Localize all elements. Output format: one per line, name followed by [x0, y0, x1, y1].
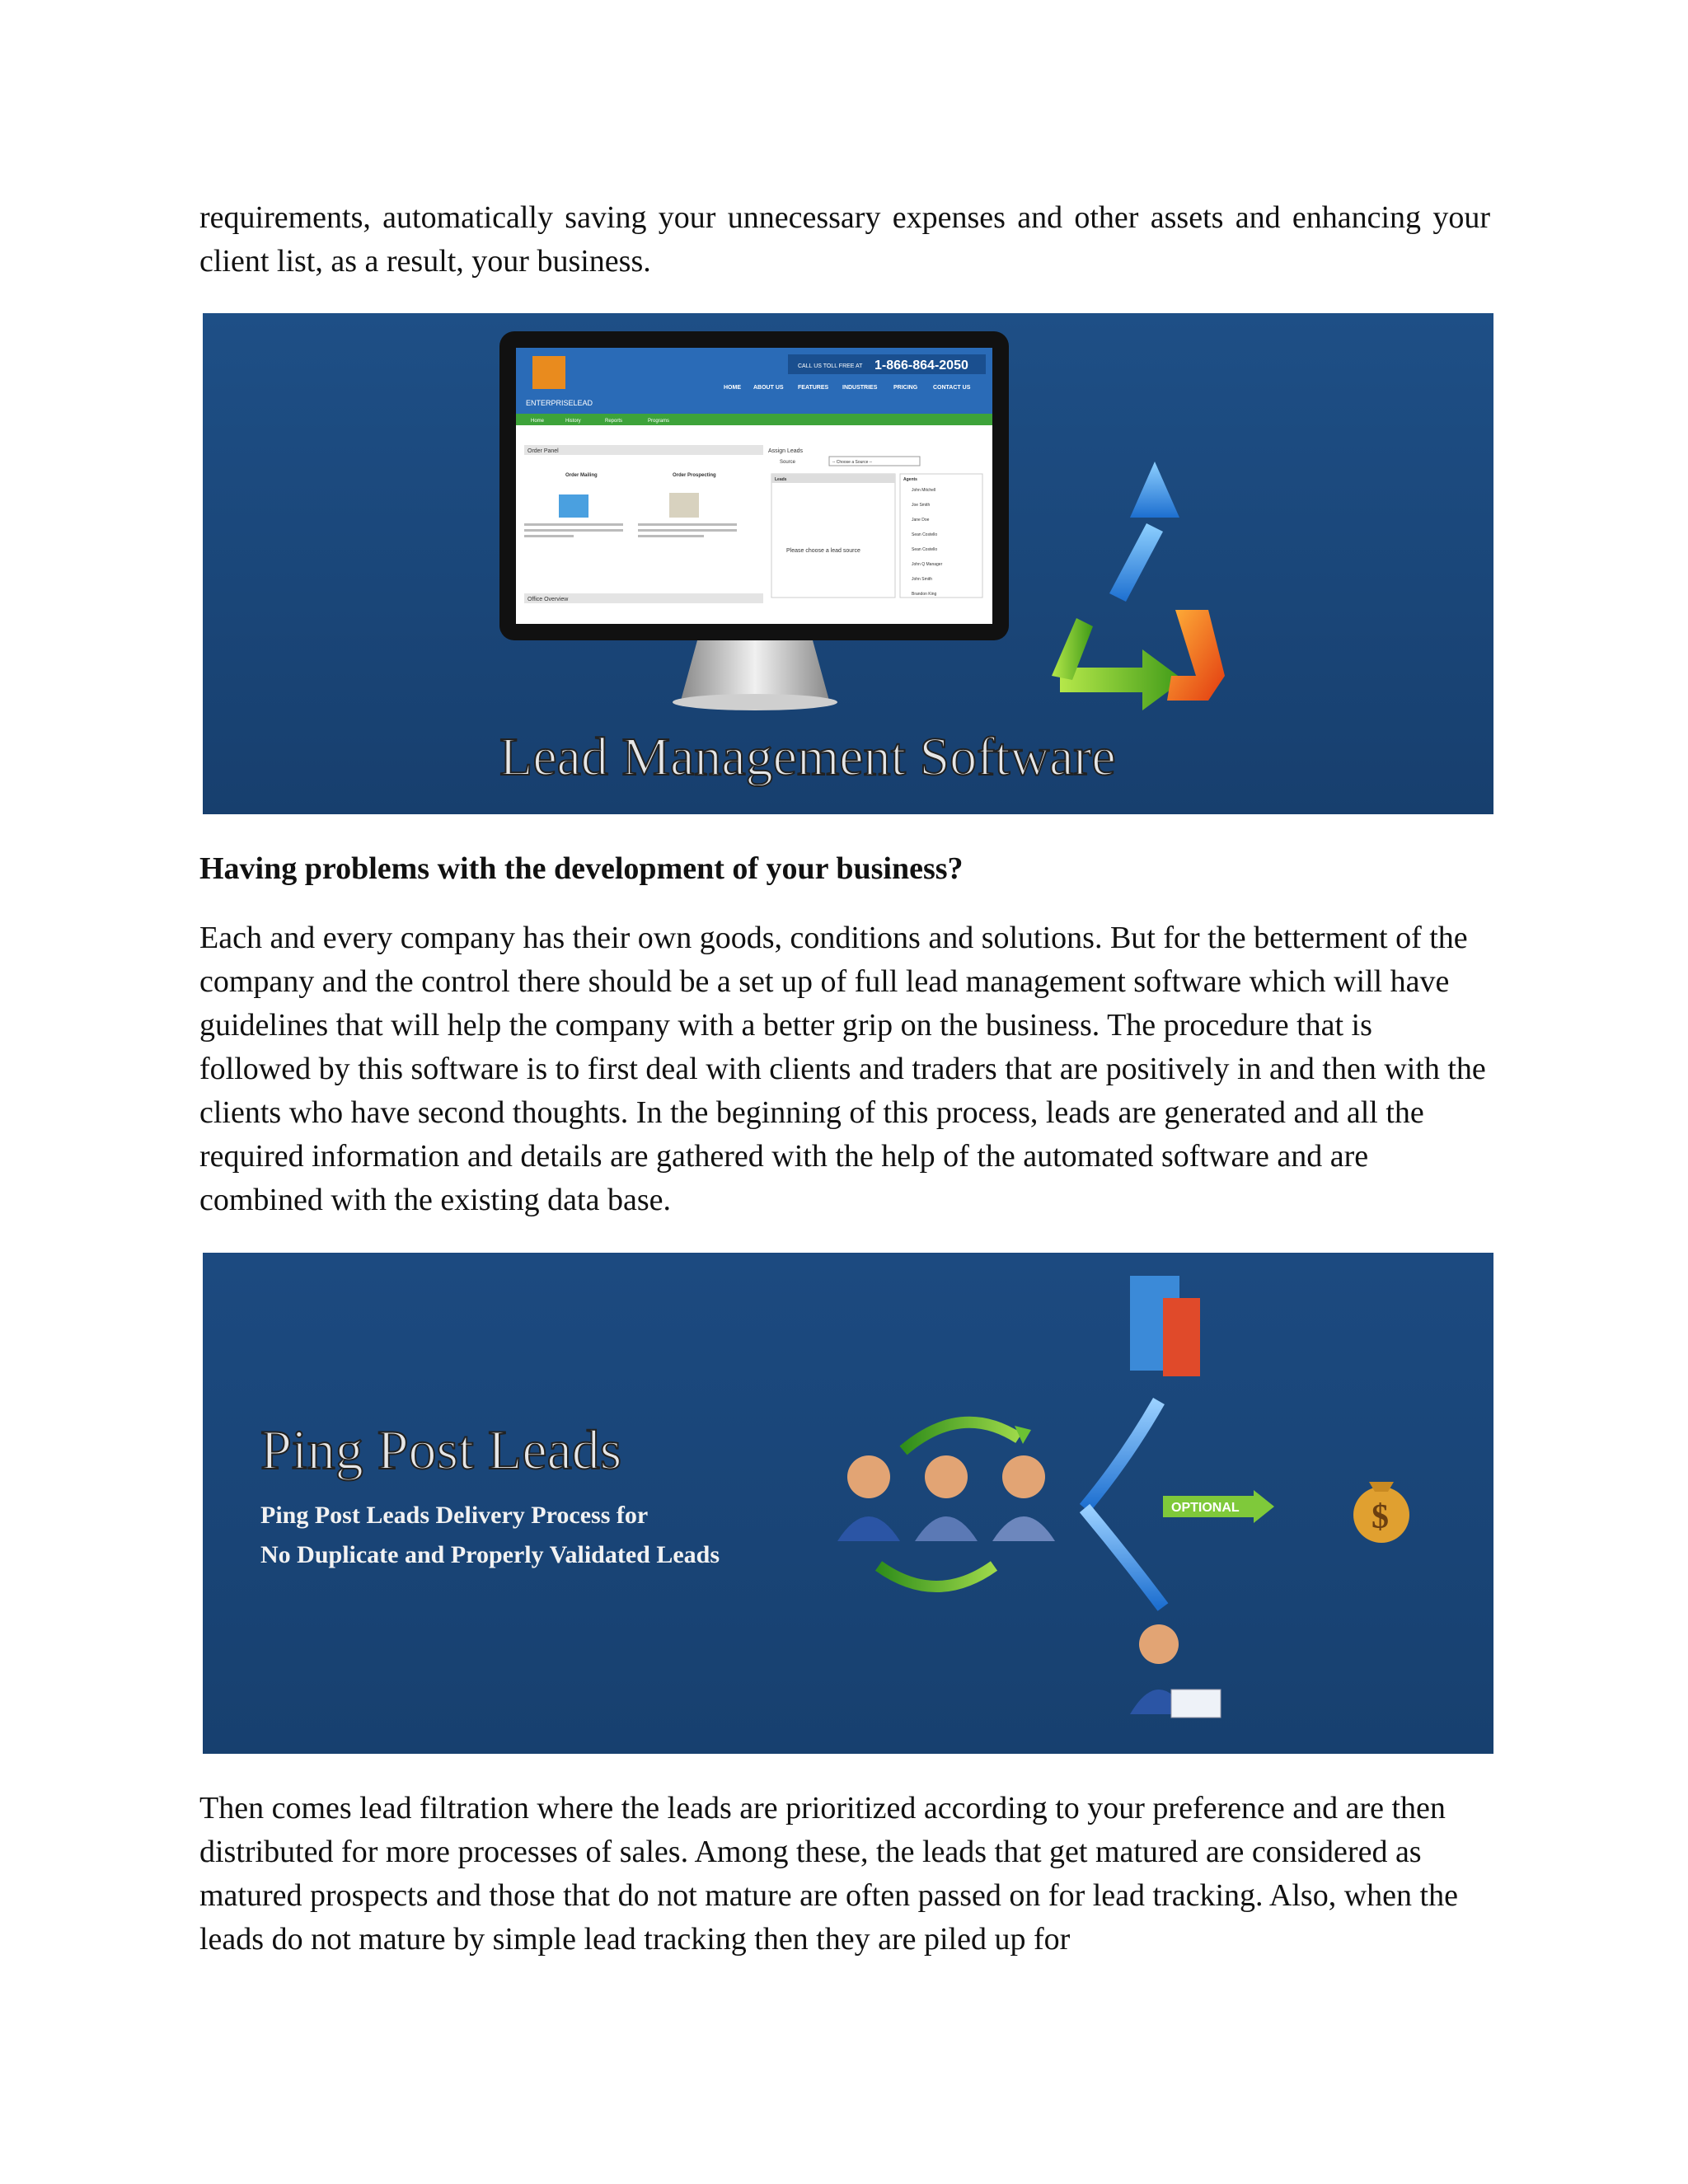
banner2-subtitle-2: No Duplicate and Properly Validated Leads [260, 1541, 720, 1568]
svg-text:ABOUT US: ABOUT US [753, 385, 784, 391]
svg-text:Sean Costello: Sean Costello [912, 532, 938, 537]
svg-text:Assign Leads: Assign Leads [768, 448, 804, 454]
svg-text:Order Panel: Order Panel [528, 448, 559, 454]
svg-text:Order Prospecting: Order Prospecting [673, 473, 716, 478]
ping-post-banner [203, 1253, 1493, 1754]
svg-text:1-866-864-2050: 1-866-864-2050 [874, 359, 968, 373]
svg-text:Reports: Reports [605, 419, 623, 424]
svg-text:Source: Source [780, 460, 796, 465]
svg-text:FEATURES: FEATURES [798, 385, 829, 391]
svg-text:Office Overview: Office Overview [528, 597, 569, 602]
banner2-subtitle-1: Ping Post Leads Delivery Process for [260, 1502, 649, 1529]
svg-text:-- Choose a Source --: -- Choose a Source -- [832, 460, 873, 465]
svg-text:INDUSTRIES: INDUSTRIES [842, 385, 878, 391]
svg-text:Home: Home [531, 419, 545, 424]
svg-text:Please choose a lead source: Please choose a lead source [786, 548, 860, 554]
svg-text:Leads: Leads [775, 477, 787, 482]
banner2-title: Ping Post Leads [260, 1418, 622, 1481]
svg-text:Agents: Agents [903, 477, 917, 482]
svg-text:Order Mailing: Order Mailing [565, 473, 598, 478]
svg-text:Programs: Programs [648, 419, 670, 424]
body-paragraph-2: Then comes lead filtration where the leads are prioritized according to your preference and are then distributed for more processes of sales. Among these, the leads that get matured are considered as matured prospects and those that do not mature are often passed on for lead tracking. Also, when the leads do not mature by simple lead tracking then they are piled up for [199, 1791, 1458, 1957]
svg-text:Sean Costello: Sean Costello [912, 547, 938, 552]
svg-text:Brandon King: Brandon King [912, 592, 937, 597]
svg-text:Jane Doe: Jane Doe [912, 518, 930, 523]
banner1-caption: Lead Management Software [499, 727, 1116, 787]
svg-text:John Mitchell: John Mitchell [912, 488, 936, 493]
svg-text:John Smith: John Smith [912, 577, 933, 582]
section-heading: Having problems with the development of your business? [199, 851, 964, 886]
svg-text:History: History [565, 419, 581, 424]
body-paragraph-1: Each and every company has their own goods, conditions and solutions. But for the betterment of the company and the control there should be a set up of full lead management software which will have guidelines that will help the company with a better grip on the business. The procedure that is followed by this software is to first deal with clients and traders that are positively in and then with the clients who have second thoughts. In the beginning of this process, leads are generated and all the required information and details are gathered with the help of the automated software and are combined with the existing data base. [199, 921, 1486, 1217]
svg-text:CALL US TOLL FREE AT: CALL US TOLL FREE AT [798, 363, 863, 369]
svg-text:John Q Manager: John Q Manager [912, 562, 943, 567]
site-logo-text: ENTERPRISELEAD [526, 399, 593, 407]
intro-paragraph: requirements, automatically saving your unnecessary expenses and other assets and enhancing your client list, as a result, your business. [199, 200, 1490, 279]
svg-text:HOME: HOME [724, 385, 741, 391]
svg-text:CONTACT US: CONTACT US [933, 385, 971, 391]
svg-text:Joe Smith: Joe Smith [912, 503, 931, 508]
lead-management-banner [203, 313, 1493, 814]
svg-text:PRICING: PRICING [893, 385, 918, 391]
svg-text:$: $ [1372, 1498, 1389, 1536]
optional-label: OPTIONAL [1171, 1501, 1240, 1515]
